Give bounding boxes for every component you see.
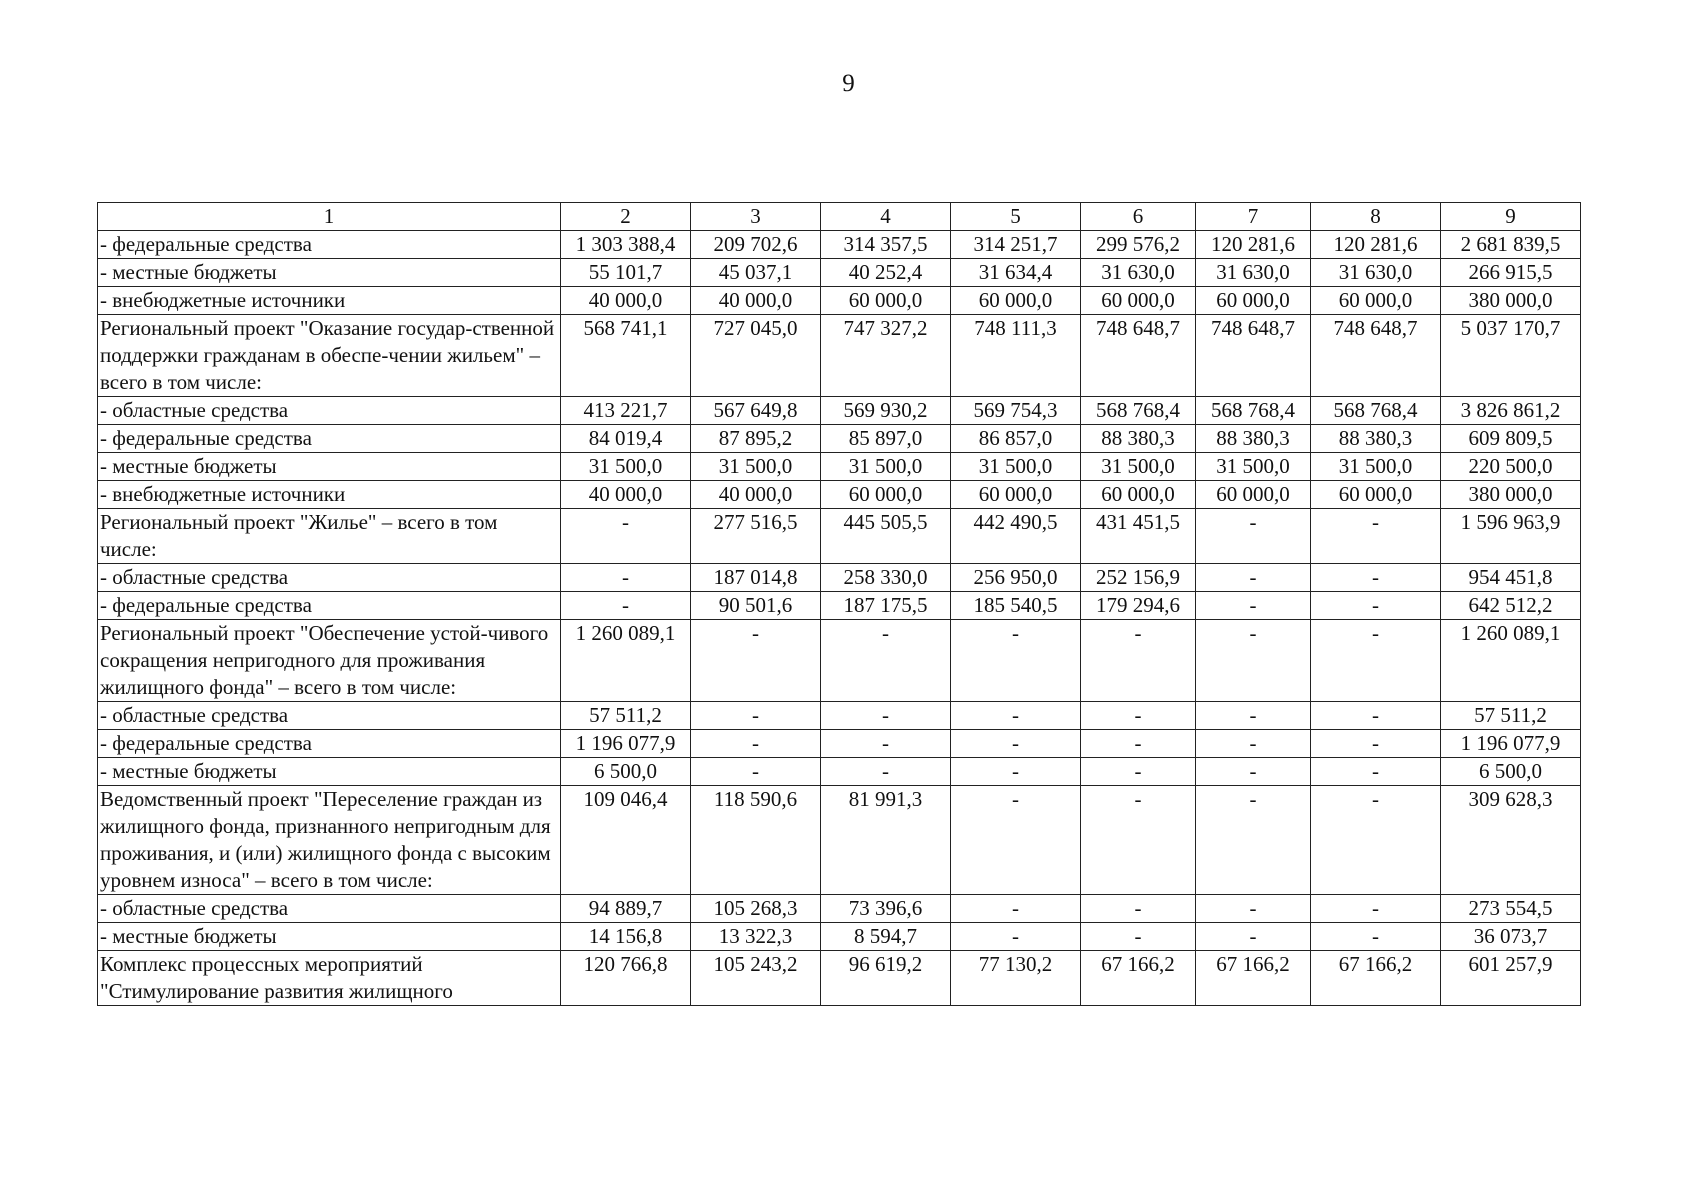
value-cell: 60 000,0 [1196, 481, 1311, 509]
value-cell: - [1311, 620, 1441, 702]
value-cell: 85 897,0 [821, 425, 951, 453]
value-cell: 1 196 077,9 [1441, 730, 1581, 758]
value-cell: 94 889,7 [561, 895, 691, 923]
value-cell: 413 221,7 [561, 397, 691, 425]
value-cell: 1 596 963,9 [1441, 509, 1581, 564]
value-cell: 220 500,0 [1441, 453, 1581, 481]
value-cell: - [561, 564, 691, 592]
value-cell: 60 000,0 [951, 287, 1081, 315]
value-cell: - [1196, 786, 1311, 895]
value-cell: - [1081, 923, 1196, 951]
value-cell: 31 634,4 [951, 259, 1081, 287]
value-cell: - [821, 758, 951, 786]
value-cell: 569 754,3 [951, 397, 1081, 425]
row-label: - местные бюджеты [98, 453, 561, 481]
table-row [98, 923, 1581, 951]
value-cell: 748 111,3 [951, 315, 1081, 397]
value-cell: 86 857,0 [951, 425, 1081, 453]
column-header: 3 [691, 203, 821, 231]
value-cell: 442 490,5 [951, 509, 1081, 564]
value-cell: 568 741,1 [561, 315, 691, 397]
value-cell: 40 000,0 [561, 287, 691, 315]
value-cell: 88 380,3 [1081, 425, 1196, 453]
value-cell: - [1196, 702, 1311, 730]
table-row [98, 758, 1581, 786]
value-cell: 1 260 089,1 [1441, 620, 1581, 702]
table-row [98, 620, 1581, 702]
value-cell: 81 991,3 [821, 786, 951, 895]
value-cell: 36 073,7 [1441, 923, 1581, 951]
value-cell: - [691, 702, 821, 730]
value-cell: 67 166,2 [1311, 951, 1441, 1006]
value-cell: - [951, 702, 1081, 730]
value-cell: - [951, 786, 1081, 895]
budget-table-body [98, 203, 1581, 1006]
value-cell: 60 000,0 [1311, 481, 1441, 509]
value-cell: 277 516,5 [691, 509, 821, 564]
row-label: - федеральные средства [98, 425, 561, 453]
row-label: - местные бюджеты [98, 758, 561, 786]
value-cell: 105 243,2 [691, 951, 821, 1006]
row-label: - федеральные средства [98, 730, 561, 758]
value-cell: 727 045,0 [691, 315, 821, 397]
value-cell: 31 500,0 [691, 453, 821, 481]
value-cell: 1 260 089,1 [561, 620, 691, 702]
value-cell: - [1311, 786, 1441, 895]
value-cell: 13 322,3 [691, 923, 821, 951]
value-cell: 568 768,4 [1196, 397, 1311, 425]
value-cell: - [1081, 730, 1196, 758]
value-cell: 14 156,8 [561, 923, 691, 951]
value-cell: 77 130,2 [951, 951, 1081, 1006]
table-row [98, 702, 1581, 730]
value-cell: - [1196, 923, 1311, 951]
value-cell: 60 000,0 [1196, 287, 1311, 315]
value-cell: 569 930,2 [821, 397, 951, 425]
value-cell: 60 000,0 [1311, 287, 1441, 315]
value-cell: 954 451,8 [1441, 564, 1581, 592]
value-cell: 568 768,4 [1311, 397, 1441, 425]
table-row [98, 951, 1581, 1006]
value-cell: - [1081, 786, 1196, 895]
value-cell: 60 000,0 [951, 481, 1081, 509]
value-cell: - [1081, 620, 1196, 702]
value-cell: - [1196, 758, 1311, 786]
value-cell: - [821, 702, 951, 730]
value-cell: 88 380,3 [1196, 425, 1311, 453]
value-cell: 314 357,5 [821, 231, 951, 259]
value-cell: - [1311, 509, 1441, 564]
value-cell: 568 768,4 [1081, 397, 1196, 425]
value-cell: 60 000,0 [1081, 481, 1196, 509]
value-cell: 642 512,2 [1441, 592, 1581, 620]
column-header: 4 [821, 203, 951, 231]
value-cell: - [1311, 730, 1441, 758]
value-cell: 96 619,2 [821, 951, 951, 1006]
row-label: - федеральные средства [98, 231, 561, 259]
row-label: - областные средства [98, 564, 561, 592]
value-cell: 380 000,0 [1441, 287, 1581, 315]
value-cell: 31 630,0 [1196, 259, 1311, 287]
value-cell: 31 500,0 [821, 453, 951, 481]
row-label: - местные бюджеты [98, 923, 561, 951]
value-cell: - [1311, 923, 1441, 951]
page-number: 9 [842, 70, 855, 97]
value-cell: 31 500,0 [561, 453, 691, 481]
value-cell: 60 000,0 [1081, 287, 1196, 315]
value-cell: 445 505,5 [821, 509, 951, 564]
table-row [98, 231, 1581, 259]
value-cell: 67 166,2 [1196, 951, 1311, 1006]
value-cell: - [1196, 620, 1311, 702]
row-label: - областные средства [98, 397, 561, 425]
value-cell: 31 630,0 [1311, 259, 1441, 287]
value-cell: 601 257,9 [1441, 951, 1581, 1006]
value-cell: - [951, 895, 1081, 923]
value-cell: - [951, 923, 1081, 951]
value-cell: - [561, 592, 691, 620]
column-header: 8 [1311, 203, 1441, 231]
table-row [98, 481, 1581, 509]
value-cell: 3 826 861,2 [1441, 397, 1581, 425]
row-label: - внебюджетные источники [98, 481, 561, 509]
value-cell: 748 648,7 [1196, 315, 1311, 397]
table-row [98, 425, 1581, 453]
column-header: 2 [561, 203, 691, 231]
value-cell: 1 303 388,4 [561, 231, 691, 259]
value-cell: 57 511,2 [1441, 702, 1581, 730]
value-cell: 88 380,3 [1311, 425, 1441, 453]
value-cell: 8 594,7 [821, 923, 951, 951]
value-cell: 31 630,0 [1081, 259, 1196, 287]
value-cell: 90 501,6 [691, 592, 821, 620]
value-cell: 60 000,0 [821, 287, 951, 315]
value-cell: 309 628,3 [1441, 786, 1581, 895]
value-cell: 187 014,8 [691, 564, 821, 592]
value-cell: 40 000,0 [691, 287, 821, 315]
value-cell: 120 281,6 [1196, 231, 1311, 259]
table-row [98, 895, 1581, 923]
value-cell: - [1196, 509, 1311, 564]
value-cell: 6 500,0 [561, 758, 691, 786]
column-header: 1 [98, 203, 561, 231]
value-cell: 258 330,0 [821, 564, 951, 592]
value-cell: 187 175,5 [821, 592, 951, 620]
value-cell: - [1081, 895, 1196, 923]
value-cell: 84 019,4 [561, 425, 691, 453]
value-cell: 314 251,7 [951, 231, 1081, 259]
row-label: - областные средства [98, 702, 561, 730]
value-cell: 748 648,7 [1311, 315, 1441, 397]
value-cell: 60 000,0 [821, 481, 951, 509]
value-cell: 209 702,6 [691, 231, 821, 259]
row-label: Региональный проект "Обеспечение устой-чивого сокращения непригодного для проживания жилищного фонда" – всего в том числе: [98, 620, 561, 702]
value-cell: 120 766,8 [561, 951, 691, 1006]
value-cell: 256 950,0 [951, 564, 1081, 592]
table-row [98, 786, 1581, 895]
value-cell: - [1311, 564, 1441, 592]
value-cell: 118 590,6 [691, 786, 821, 895]
value-cell: - [951, 758, 1081, 786]
table-header-row [98, 203, 1581, 231]
column-header: 5 [951, 203, 1081, 231]
value-cell: 179 294,6 [1081, 592, 1196, 620]
column-header: 7 [1196, 203, 1311, 231]
value-cell: - [951, 730, 1081, 758]
value-cell: 252 156,9 [1081, 564, 1196, 592]
value-cell: 31 500,0 [1311, 453, 1441, 481]
value-cell: - [691, 730, 821, 758]
value-cell: - [691, 758, 821, 786]
value-cell: - [1311, 702, 1441, 730]
value-cell: 45 037,1 [691, 259, 821, 287]
row-label: Ведомственный проект "Переселение граждан из жилищного фонда, признанного непригодным для проживания, и (или) жилищного фонда с высоким уровнем износа" – всего в том числе: [98, 786, 561, 895]
row-label: Региональный проект "Оказание государ-ственной поддержки гражданам в обеспе-чении жильем" – всего в том числе: [98, 315, 561, 397]
value-cell: 299 576,2 [1081, 231, 1196, 259]
value-cell: 380 000,0 [1441, 481, 1581, 509]
row-label: - внебюджетные источники [98, 287, 561, 315]
value-cell: - [1311, 592, 1441, 620]
row-label: Региональный проект "Жилье" – всего в том числе: [98, 509, 561, 564]
table-row [98, 509, 1581, 564]
row-label: - областные средства [98, 895, 561, 923]
value-cell: 2 681 839,5 [1441, 231, 1581, 259]
value-cell: 73 396,6 [821, 895, 951, 923]
table-row [98, 730, 1581, 758]
value-cell: 105 268,3 [691, 895, 821, 923]
budget-table [97, 202, 1581, 1006]
table-row [98, 287, 1581, 315]
row-label: Комплекс процессных мероприятий "Стимулирование развития жилищного [98, 951, 561, 1006]
value-cell: - [1196, 564, 1311, 592]
value-cell: - [1196, 895, 1311, 923]
value-cell: - [1311, 758, 1441, 786]
value-cell: 109 046,4 [561, 786, 691, 895]
table-row [98, 564, 1581, 592]
row-label: - федеральные средства [98, 592, 561, 620]
value-cell: - [1081, 758, 1196, 786]
column-header: 9 [1441, 203, 1581, 231]
value-cell: - [1311, 895, 1441, 923]
value-cell: - [1196, 730, 1311, 758]
value-cell: 5 037 170,7 [1441, 315, 1581, 397]
value-cell: 6 500,0 [1441, 758, 1581, 786]
value-cell: 1 196 077,9 [561, 730, 691, 758]
value-cell: 748 648,7 [1081, 315, 1196, 397]
value-cell: 273 554,5 [1441, 895, 1581, 923]
table-row [98, 259, 1581, 287]
value-cell: 57 511,2 [561, 702, 691, 730]
value-cell: 31 500,0 [951, 453, 1081, 481]
value-cell: 40 000,0 [691, 481, 821, 509]
value-cell: 31 500,0 [1196, 453, 1311, 481]
value-cell: 185 540,5 [951, 592, 1081, 620]
value-cell: 87 895,2 [691, 425, 821, 453]
value-cell: - [1196, 592, 1311, 620]
value-cell: - [561, 509, 691, 564]
value-cell: 266 915,5 [1441, 259, 1581, 287]
table-row [98, 397, 1581, 425]
value-cell: - [821, 730, 951, 758]
value-cell: 747 327,2 [821, 315, 951, 397]
table-row [98, 315, 1581, 397]
row-label: - местные бюджеты [98, 259, 561, 287]
value-cell: 40 000,0 [561, 481, 691, 509]
table-row [98, 592, 1581, 620]
value-cell: - [691, 620, 821, 702]
value-cell: 31 500,0 [1081, 453, 1196, 481]
value-cell: - [1081, 702, 1196, 730]
value-cell: 431 451,5 [1081, 509, 1196, 564]
value-cell: 67 166,2 [1081, 951, 1196, 1006]
column-header: 6 [1081, 203, 1196, 231]
value-cell: 567 649,8 [691, 397, 821, 425]
value-cell: - [951, 620, 1081, 702]
value-cell: 40 252,4 [821, 259, 951, 287]
value-cell: - [821, 620, 951, 702]
value-cell: 609 809,5 [1441, 425, 1581, 453]
value-cell: 120 281,6 [1311, 231, 1441, 259]
value-cell: 55 101,7 [561, 259, 691, 287]
table-row [98, 453, 1581, 481]
